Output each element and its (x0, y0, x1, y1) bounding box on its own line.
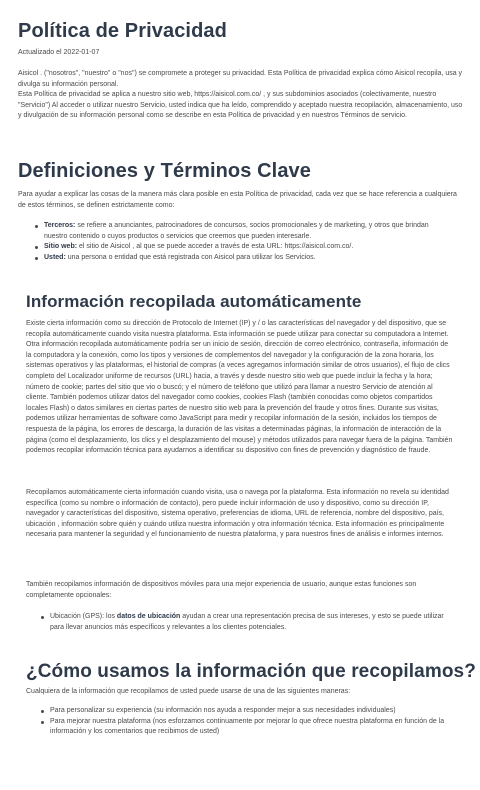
mobile-info-list (38, 612, 454, 633)
list-item (32, 221, 452, 242)
item-bold-text: datos de ubicación (116, 613, 181, 620)
item-text: Ubicación (GPS): los (50, 613, 117, 620)
definitions-list (32, 221, 452, 263)
list-item: Para personalizar su experiencia (su información nos ayuda a responder mejor a sus necesidades individuales) (38, 706, 454, 717)
how-use-list (38, 706, 454, 738)
definitions-heading: Definiciones y Términos Clave (18, 160, 311, 182)
how-use-intro: Cualquiera de la información que recopilamos de usted puede usarse de una de las siguientes maneras: (26, 688, 351, 695)
definitions-intro: Para ayudar a explicar las cosas de la manera más clara posible en esta Política de privacidad, cada vez que se hace referencia a cualquiera de estos términos, se definen estrictamente como: (18, 191, 457, 209)
list-item (32, 242, 452, 253)
how-use-heading: ¿Cómo usamos la información que recopilamos? (26, 661, 476, 682)
auto-info-paragraph: Existe cierta información como su dirección de Protocolo de Internet (IP) y / o las características del navegador y del dispositivo, que se recopila automáticamente cuando visita nuestra plataforma. Esta información se puede utilizar para conectar su computadora a Internet. Otra información recopilada automáticamente podría ser un inicio de sesión, dirección de correo electrónico, contraseña, información de la computadora y la conexión, como los tipos y versiones de complementos del navegador y la configuración de la zona horaria, los sistemas operativos y las plataformas, el historial de compras (a veces agregamos información similar de otros usuarios), el flujo de clics completo del Localizador uniforme de recursos (URL) hacia, a través y desde nuestro sitio web que puede incluir la fecha y la hora; número de cookie; partes del sitio que vio o buscó; y el número de teléfono que utilizó para llamar a nuestro Servicio de atención al cliente. También podemos utilizar datos del navegador como cookies, cookies Flash (también conocidas como objetos compartidos locales Flash) o datos similares en ciertas partes de nuestro sitio web para la prevención del fraude y otros fines. Durante sus visitas, podemos utilizar herramientas de software como JavaScript para medir y recopilar información de la sesión, incluidos los tiempos de respuesta de la página, los errores de descarga, la duración de las visitas a determinadas páginas, la información de interacción de la página (como el desplazamiento, los clics y el desplazamiento del mouse) y métodos utilizados para navegar fuera de la página. También podemos recopilar información técnica para ayudarnos a identificar su dispositivo con fines de prevención y diagnóstico de fraude. (26, 320, 453, 455)
intro-paragraph: Aisicol . ("nosotros", "nuestro" o "nos") se compromete a proteger su privacidad. Esta Política de privacidad explica cómo Aisicol recopila, usa y divulga su información personal. (18, 70, 463, 88)
list-item (38, 612, 454, 633)
page-title: Política de Privacidad (18, 20, 227, 42)
item-text: ayudan a crear una representación precisa de sus intereses, y esto se puede utilizar para llevar anuncios más específicos y relevantes a los clientes potenciales. (50, 613, 444, 631)
term-label: Usted: (44, 253, 66, 261)
auto-info-paragraph: Recopilamos automáticamente cierta información cuando visita, usa o navega por la plataforma. Esta información no revela su identidad específica (como su nombre o información de contacto), pero puede incluir información de uso y dispositivo, como su dirección IP, navegador y características del dispositivo, sistema operativo, preferencias de idioma, URL de referencia, nombre del dispositivo, país, ubicación , información sobre quién y cuándo utiliza nuestra información y otra información técnica. Esta información es principalmente necesaria para mantener la seguridad y el funcionamiento de nuestra plataforma, y para nuestros fines de análisis e informes internos. (26, 489, 449, 539)
term-label: Terceros: (44, 222, 76, 229)
list-item (32, 253, 452, 264)
updated-date: Actualizado el 2022-01-07 (18, 49, 100, 56)
auto-info-heading: Información recopilada automáticamente (26, 292, 362, 311)
term-definition: una persona o entidad que está registrada con Aisicol para utilizar los Servicios. (65, 253, 316, 261)
term-definition: el sitio de Aisicol , al que se puede acceder a través de esta URL: https://aisicol.com.co/. (77, 243, 354, 251)
list-item: Para mejorar nuestra plataforma (nos esforzamos continuamente por mejorar lo que ofrece nuestra plataforma en función de la información y los comentarios que recibimos de usted) (38, 717, 454, 738)
term-definition: se refiere a anunciantes, patrocinadores de concursos, socios promocionales y de marketing, y otros que brindan nuestro contenido o cuyos productos o servicios que creemos que pueden interesarle. (44, 222, 429, 240)
term-label: Sitio web: (44, 243, 78, 251)
mobile-info-paragraph: También recopilamos información de dispositivos móviles para una mejor experiencia de usuario, aunque estas funciones son completamente opcionales: (26, 581, 417, 599)
intro-paragraph: Esta Política de privacidad se aplica a nuestro sitio web, https://aisicol.com.co/ , y sus subdominios asociados (colectivamente, nuestro "Servicio") Al acceder o utilizar nuestro Servicio, usted indica que ha leído, comprendido y aceptado nuestra recopilación, almacenamiento, uso y divulgación de su información personal como se describe en esta Política de privacidad y en nuestros Términos de servicio. (18, 91, 463, 120)
